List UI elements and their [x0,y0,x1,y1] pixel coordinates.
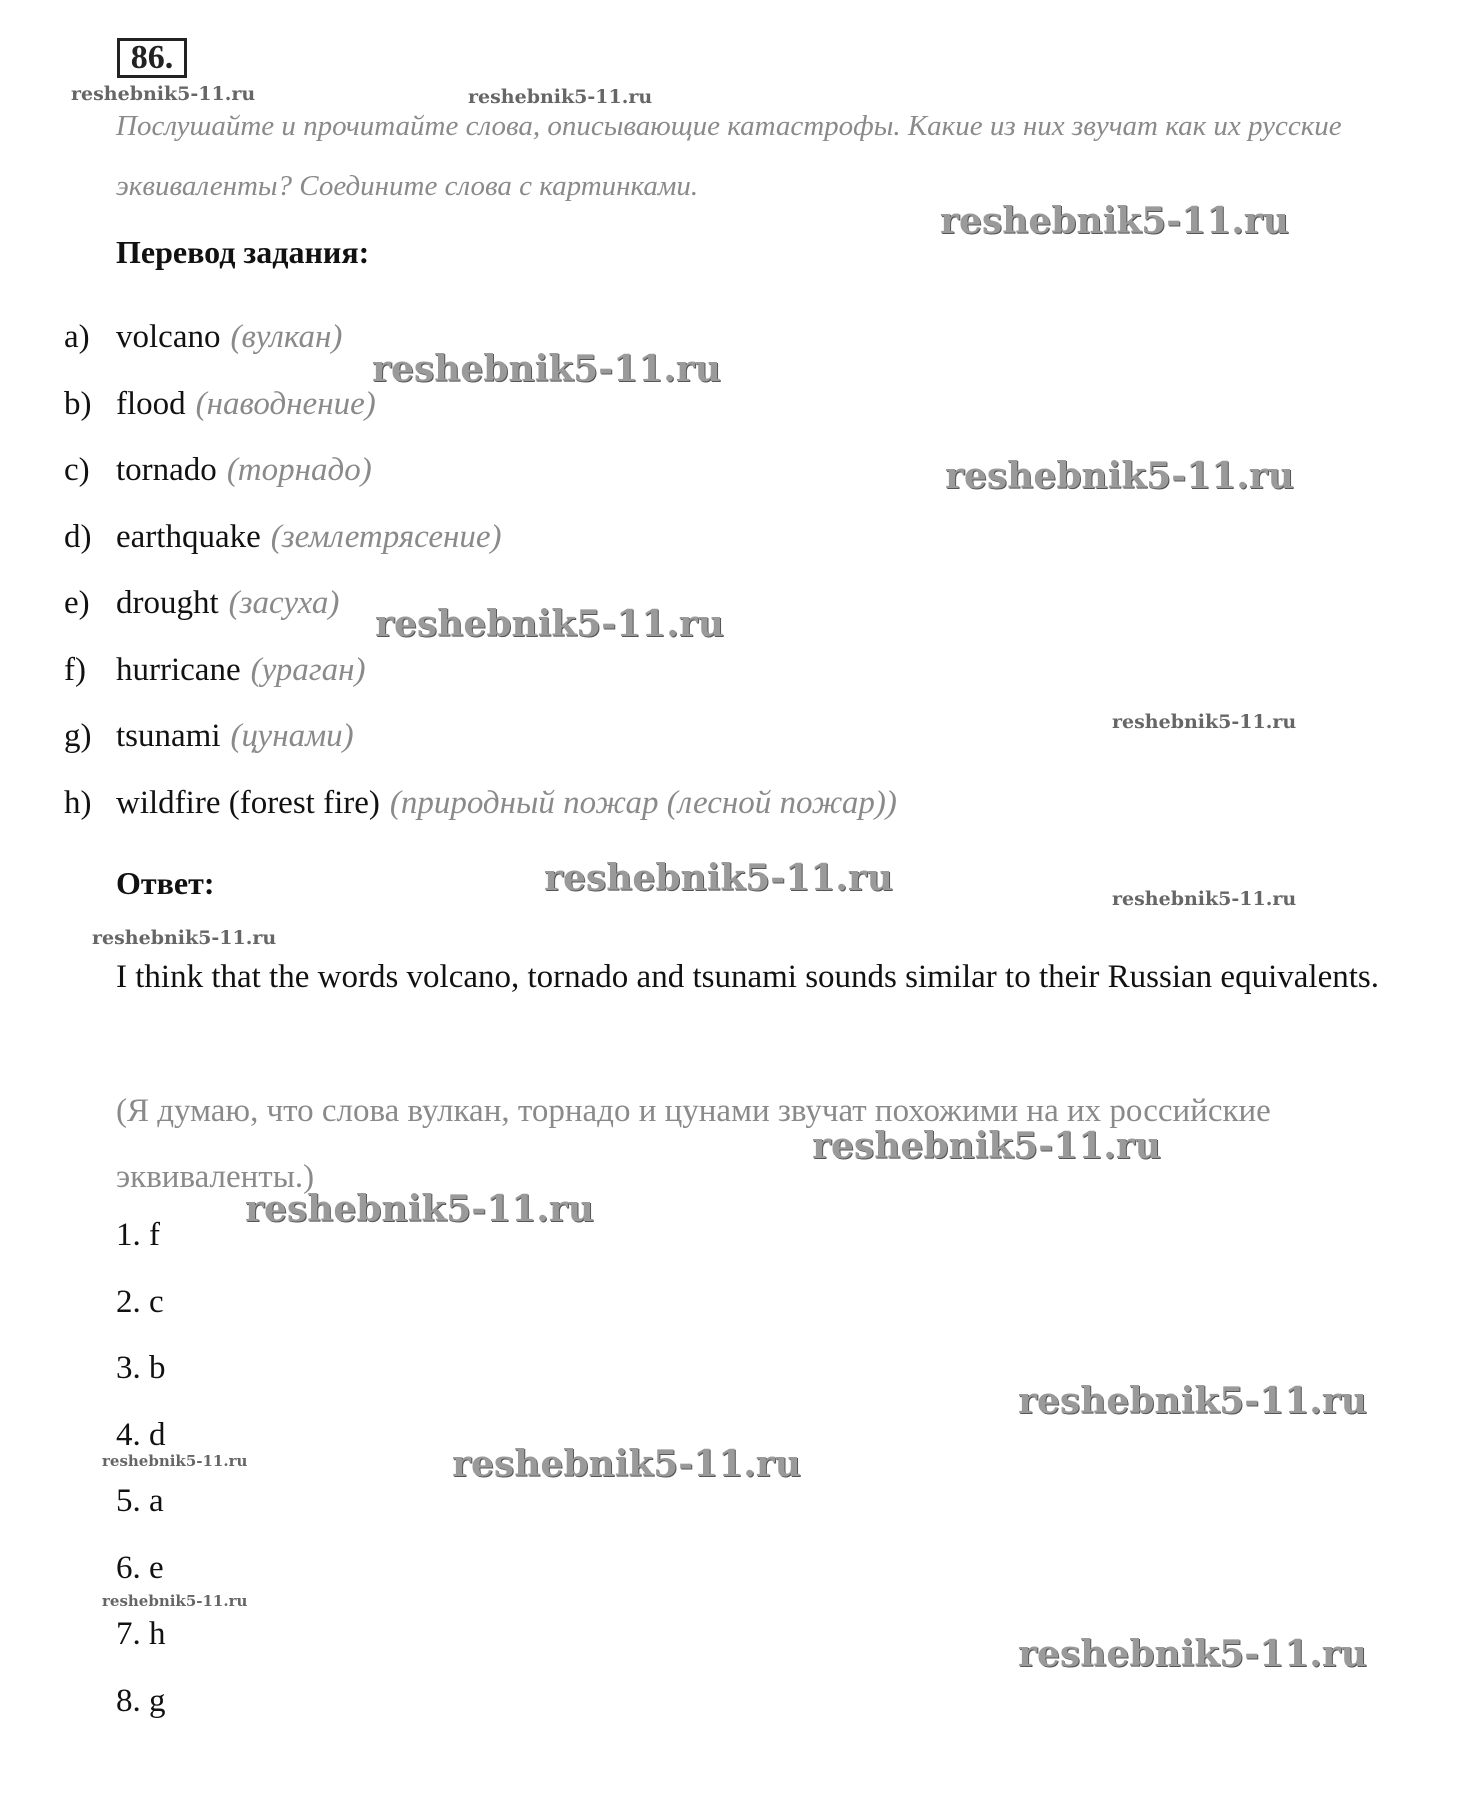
item-word: wildfire (forest fire) [116,784,380,821]
answer-heading: Ответ: [116,865,215,901]
item-translation: (цунами) [230,718,354,754]
match-item: 8. g [116,1682,166,1719]
item-translation: (торнадо) [226,452,372,488]
match-item: 2. c [116,1283,164,1320]
match-item: 1. f [116,1217,160,1253]
list-item [64,645,897,712]
item-translation: (засуха) [228,585,340,621]
item-letter: g) [64,718,92,754]
watermark: reshebnik5-11.ru [71,83,256,105]
watermark: reshebnik5-11.ru [468,86,653,108]
item-word: earthquake [116,518,261,555]
item-letter: h) [64,784,92,821]
item-translation: (наводнение) [195,385,376,422]
item-letter: f) [64,651,86,688]
match-item: 7. h [116,1616,166,1652]
watermark: reshebnik5-11.ru [1112,888,1297,910]
item-word: tornado [116,452,217,488]
item-translation: (землетрясение) [270,518,502,555]
watermark: reshebnik5-11.ru [102,1592,248,1610]
item-letter: d) [64,518,92,555]
watermark: reshebnik5-11.ru [92,927,277,949]
answer-english: I think that the words volcano, tornado and tsunami sounds similar to their Russian equivalents. [116,959,1379,995]
list-item [64,512,897,579]
item-letter: c) [64,452,90,488]
list-item [64,711,897,778]
watermark: reshebnik5-11.ru [372,348,721,390]
watermark: reshebnik5-11.ru [102,1452,248,1470]
match-item: 4. d [116,1416,166,1453]
watermark: reshebnik5-11.ru [1018,1380,1367,1422]
item-word: drought [116,585,219,621]
watermark: reshebnik5-11.ru [945,455,1294,497]
item-letter: e) [64,585,90,621]
answer-russian: (Я думаю, что слова вулкан, торнадо и цунами звучат похожими на их российские эквиваленты.) [116,1093,1271,1195]
item-word: volcano [116,319,221,355]
task-translation-heading: Перевод задания: [116,234,370,270]
item-word: flood [116,385,186,422]
watermark: reshebnik5-11.ru [940,200,1289,242]
list-item [64,445,897,512]
watermark: reshebnik5-11.ru [544,857,893,899]
item-translation: (природный пожар (лесной пожар)) [389,784,897,821]
watermark: reshebnik5-11.ru [245,1188,594,1230]
item-letter: a) [64,319,90,355]
watermark: reshebnik5-11.ru [1112,711,1297,733]
match-item: 6. e [116,1549,164,1586]
watermark: reshebnik5-11.ru [375,603,724,645]
item-translation: (вулкан) [230,319,343,355]
watermark: reshebnik5-11.ru [812,1125,1161,1167]
exercise-number: 86. [117,38,187,78]
word-list [64,312,897,844]
item-word: hurricane [116,651,241,688]
match-list [116,1210,166,1742]
item-translation: (ураган) [250,651,366,688]
watermark: reshebnik5-11.ru [1018,1633,1367,1675]
instruction-text: Послушайте и прочитайте слова, описывающие катастрофы. Какие из них звучат как их русские эквиваленты? Соедините слова с картинками. [116,110,1342,202]
match-item: 3. b [116,1350,166,1386]
item-word: tsunami [116,718,221,754]
match-item: 5. a [116,1483,164,1519]
watermark: reshebnik5-11.ru [452,1443,801,1485]
list-item [64,778,897,845]
item-letter: b) [64,385,92,422]
